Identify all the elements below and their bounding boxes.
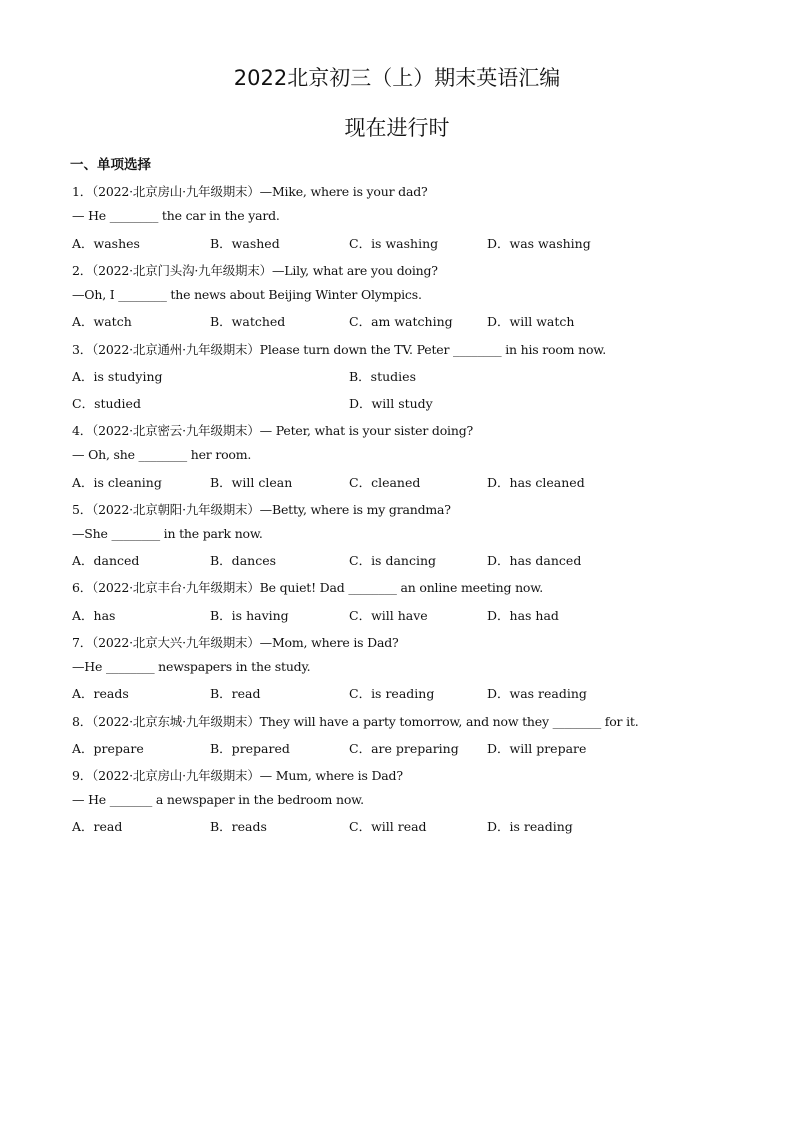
question-5-stem: 5．（2022·北京朝阳·九年级期末）—Betty, where is my grandma? xyxy=(72,502,451,517)
question-3-option-d: D．will study xyxy=(349,396,433,411)
question-7-option-c: C．is reading xyxy=(349,686,435,701)
question-8-option-a: A．prepare xyxy=(72,741,144,756)
question-9-option-d: D．is reading xyxy=(487,819,573,834)
question-2-stem: 2．（2022·北京门头沟·九年级期末）—Lily, what are you doing? xyxy=(72,263,438,278)
question-1-line-2: — He ________ the car in the yard. xyxy=(72,208,280,223)
question-9-line-2: — He _______ a newspaper in the bedroom now. xyxy=(72,792,364,807)
question-8-option-c: C．are preparing xyxy=(349,741,459,756)
section-heading: 一、单项选择 xyxy=(70,157,151,173)
question-5-option-b: B．dances xyxy=(210,553,277,568)
question-8-stem: 8．（2022·北京东城·九年级期末）They will have a party tomorrow, and now they ________ for it. xyxy=(72,714,639,729)
question-2-option-b: B．watched xyxy=(210,314,286,329)
document-title: 2022北京初三（上）期末英语汇编 xyxy=(233,66,561,90)
question-4-stem: 4．（2022·北京密云·九年级期末）— Peter, what is your sister doing? xyxy=(72,423,473,438)
question-3-stem: 3．（2022·北京通州·九年级期末）Please turn down the TV. Peter ________ in his room now. xyxy=(72,342,607,357)
question-5-option-d: D．has danced xyxy=(487,553,582,568)
question-5-option-a: A．danced xyxy=(72,553,140,568)
question-6-option-c: C．will have xyxy=(349,608,428,623)
question-9-option-b: B．reads xyxy=(210,819,267,834)
question-1-option-c: C．is washing xyxy=(349,236,439,251)
question-2-option-d: D．will watch xyxy=(487,314,575,329)
question-9-option-a: A．read xyxy=(72,819,123,834)
question-8-option-d: D．will prepare xyxy=(487,741,587,756)
question-1-option-a: A．washes xyxy=(72,236,140,251)
question-1-option-b: B．washed xyxy=(210,236,280,251)
question-6-option-d: D．has had xyxy=(487,608,559,623)
question-7-option-d: D．was reading xyxy=(487,686,587,701)
question-7-stem: 7．（2022·北京大兴·九年级期末）—Mom, where is Dad? xyxy=(72,635,399,650)
question-7-option-a: A．reads xyxy=(72,686,129,701)
document-subtitle: 现在进行时 xyxy=(344,116,450,140)
question-4-option-a: A．is cleaning xyxy=(72,475,162,490)
question-4-option-b: B．will clean xyxy=(210,475,293,490)
question-2-option-a: A．watch xyxy=(72,314,132,329)
question-3-option-a: A．is studying xyxy=(72,369,163,384)
question-8-option-b: B．prepared xyxy=(210,741,290,756)
question-6-stem: 6．（2022·北京丰台·九年级期末）Be quiet! Dad ________ an online meeting now. xyxy=(72,580,544,595)
question-2-option-c: C．am watching xyxy=(349,314,453,329)
question-6-option-a: A．has xyxy=(72,608,116,623)
question-1-option-d: D．was washing xyxy=(487,236,591,251)
question-4-line-2: — Oh, she ________ her room. xyxy=(72,447,252,462)
question-7-line-2: —He ________ newspapers in the study. xyxy=(72,659,311,674)
question-2-line-2: —Oh, I ________ the news about Beijing Winter Olympics. xyxy=(72,287,422,302)
question-4-option-c: C．cleaned xyxy=(349,475,421,490)
question-9-option-c: C．will read xyxy=(349,819,427,834)
question-5-line-2: —She ________ in the park now. xyxy=(72,526,263,541)
question-1-stem: 1．（2022·北京房山·九年级期末）—Mike, where is your dad? xyxy=(72,184,428,199)
question-7-option-b: B．read xyxy=(210,686,261,701)
question-9-stem: 9．（2022·北京房山·九年级期末）— Mum, where is Dad? xyxy=(72,768,403,783)
question-6-option-b: B．is having xyxy=(210,608,289,623)
question-3-option-c: C．studied xyxy=(72,396,141,411)
question-5-option-c: C．is dancing xyxy=(349,553,437,568)
question-3-option-b: B．studies xyxy=(349,369,416,384)
question-4-option-d: D．has cleaned xyxy=(487,475,585,490)
